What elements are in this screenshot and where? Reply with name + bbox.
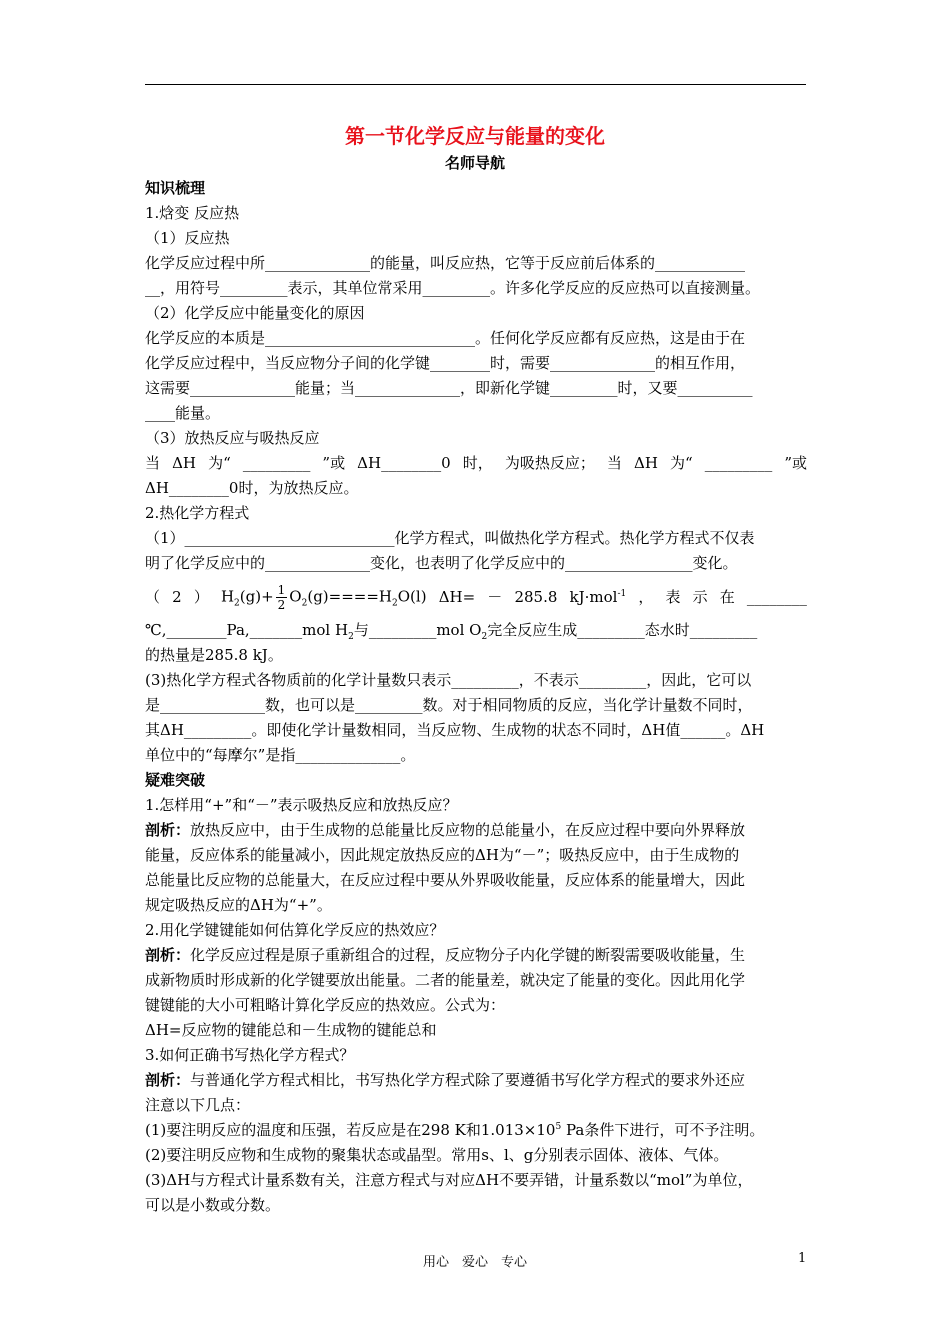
text-line: ΔH________0时，为放热反应。	[145, 479, 359, 497]
text-fragment: ）	[193, 587, 209, 606]
text-fragment: _________	[704, 454, 773, 472]
document-body	[145, 176, 807, 1218]
text-line: 化学反应过程中所______________的能量，叫反应热，它等于反应前后体系的____________	[145, 254, 746, 272]
text-fragment: 为“	[670, 454, 693, 472]
text-fragment: ΔH	[634, 454, 658, 472]
text-line: (1)要注明反应的温度和压强，若反应是在298 K和$1.013\times 10^5$ Pa条件下进行，可不予注明。	[145, 1121, 765, 1139]
text-line: （1）反应热	[145, 229, 230, 247]
text-fragment: －	[487, 587, 503, 606]
question-line: 1.怎样用“+”和“－”表示吸热反应和放热反应？	[145, 796, 458, 814]
text-fragment: 时，	[462, 454, 493, 472]
text-fragment: ”或	[322, 454, 346, 472]
text-fragment: 285.8	[514, 587, 558, 606]
text-fragment: 表	[665, 587, 681, 606]
section-heading: 知识梳理	[145, 179, 206, 197]
text-line: 注意以下几点：	[145, 1096, 251, 1114]
question-line: 3.如何正确书写热化学方程式？	[145, 1046, 355, 1064]
text-fragment: ”或	[784, 454, 807, 472]
chemical-equation: $H_2(g)+$ $\frac{1}{2}$ $O_2(g)====H_2O(l)$	[220, 582, 427, 612]
text-line: (3)ΔH与方程式计量系数有关，注意方程式与对应ΔH不要弄错，计量系数以“mol”为单位，	[145, 1171, 753, 1189]
section-heading: 疑难突破	[145, 771, 206, 789]
text-line: __，用符号_________表示，其单位常采用_________。许多化学反应的反应热可以直接测量。	[145, 279, 761, 297]
text-fragment: 为“	[208, 454, 231, 472]
text-fragment: 为吸热反应；	[504, 454, 595, 472]
text-line: 其ΔH_________。即使化学计量数相同，当反应物、生成物的状态不同时，ΔH值______。ΔH	[145, 721, 765, 739]
analysis-label: 剖析：	[145, 946, 191, 964]
footer-motto: 用心 爱心 专心	[422, 1255, 527, 1270]
text-fragment: 2	[172, 587, 182, 606]
header-rule	[145, 84, 806, 85]
text-fragment: kJ·mol$^{-1}$	[569, 587, 627, 606]
analysis-label: 剖析：	[145, 1071, 191, 1089]
text-line: 键键能的大小可粗略计算化学反应的热效应。公式为：	[145, 996, 506, 1014]
text-line: 的热量是285.8 kJ。	[145, 646, 283, 664]
text-fragment: ΔH	[172, 454, 197, 472]
text-line: 1.焓变 反应热	[145, 204, 240, 222]
page-title: 第一节化学反应与能量的变化	[345, 124, 605, 148]
text-line: 化学反应过程中，当反应物分子间的化学键________时，需要______________的相互作用，	[145, 354, 746, 372]
text-line: 可以是小数或分数。	[145, 1196, 281, 1214]
text-line: 化学反应的本质是____________________________。任何化学反应都有反应热，这是由于在	[145, 329, 746, 347]
text-line: 是______________数，也可以是_________数。对于相同物质的反应，当化学计量数不同时，	[145, 696, 753, 714]
text-line: ℃,________Pa,_______mol $H_2$与_________mol $O_2$完全反应生成_________态水时_________	[145, 621, 758, 642]
thermochemical-equation-line	[145, 576, 807, 618]
text-line: （1）____________________________化学方程式，叫做热化学方程式。热化学方程式不仅表	[145, 529, 755, 547]
text-fragment: 当	[606, 454, 622, 472]
text-line: （3）放热反应与吸热反应	[145, 429, 320, 447]
text-line: （2）化学反应中能量变化的原因	[145, 304, 365, 322]
formula-line: ΔH=反应物的键能总和－生成物的键能总和	[145, 1021, 437, 1039]
text-line: 2.热化学方程式	[145, 504, 250, 522]
question-line: 2.用化学键键能如何估算化学反应的热效应？	[145, 921, 445, 939]
text-line: ____能量。	[145, 404, 221, 422]
page-subtitle: 名师导航	[444, 154, 505, 172]
page-number: 1	[798, 1251, 807, 1266]
text-line: 剖析：化学反应过程是原子重新组合的过程，反应物分子内化学键的断裂需要吸收能量，生	[145, 946, 746, 964]
text-line-justified	[145, 451, 807, 476]
fraction-one-half: $\frac{1}{2}$	[277, 582, 286, 612]
text-line: 单位中的“每摩尔”是指______________。	[145, 746, 416, 764]
text-line: 这需要______________能量；当______________，即新化学键_________时，又要__________	[145, 379, 753, 397]
text-line: 成新物质时形成新的化学键要放出能量。二者的能量差，就决定了能量的变化。因此用化学	[145, 971, 746, 989]
text-fragment: 在	[719, 587, 735, 606]
analysis-label: 剖析：	[145, 821, 191, 839]
text-line: 明了化学反应中的______________变化，也表明了化学反应中的_________________变化。	[145, 554, 738, 572]
text-fragment: ΔH________0	[357, 454, 451, 472]
text-line: 能量，反应体系的能量减小，因此规定放热反应的ΔH为“－”；吸热反应中，由于生成物的	[145, 846, 740, 864]
text-fragment: ，	[638, 587, 654, 606]
text-fragment: 示	[692, 587, 708, 606]
text-line: 剖析：放热反应中，由于生成物的总能量比反应物的总能量小，在反应过程中要向外界释放	[145, 821, 746, 839]
text-fragment: （	[145, 587, 161, 606]
text-line: 剖析：与普通化学方程式相比，书写热化学方程式除了要遵循书写化学方程式的要求外还应	[145, 1071, 746, 1089]
text-line: 规定吸热反应的ΔH为“+”。	[145, 896, 332, 914]
text-fragment: _________	[242, 454, 311, 472]
text-fragment: 当	[145, 454, 161, 472]
text-fragment: ΔH=	[438, 587, 476, 606]
text-line: 总能量比反应物的总能量大，在反应过程中要从外界吸收能量，反应体系的能量增大，因此	[145, 871, 746, 889]
text-fragment: ________	[746, 587, 807, 606]
text-line: (3)热化学方程式各物质前的化学计量数只表示_________，不表示_________，因此，它可以	[145, 671, 752, 689]
text-line: (2)要注明反应物和生成物的聚集状态或晶型。常用s、l、g分别表示固体、液体、气体。	[145, 1146, 729, 1164]
